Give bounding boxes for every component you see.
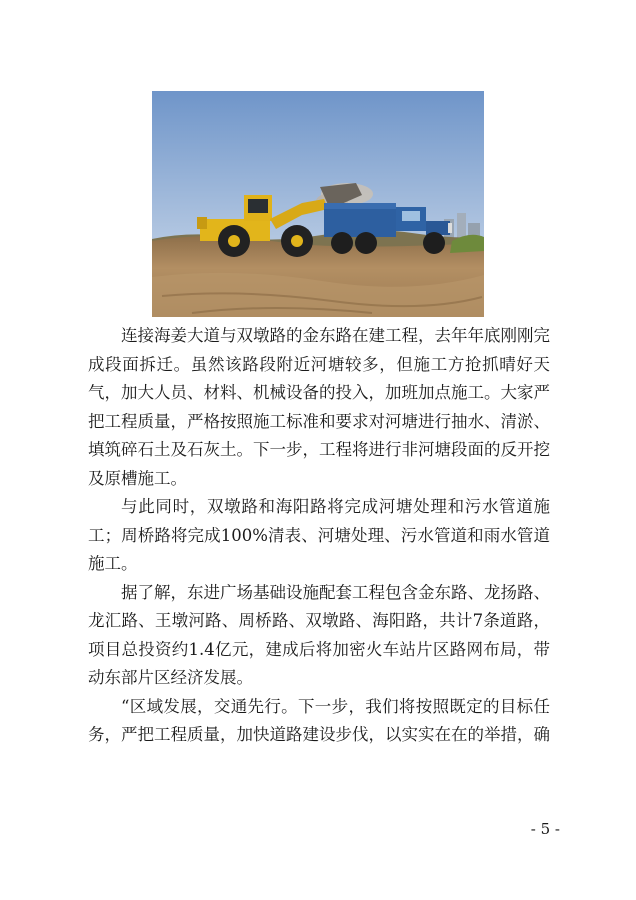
paragraph: 连接海姜大道与双墩路的金东路在建工程，去年年底刚刚完成段面拆迁。虽然该路段附近河塘较多，但施工方抢抓晴好天气，加大人员、材料、机械设备的投入，加班加点施工。大家严把工程质量，严格按照施工标准和要求对河塘进行抽水、清淤、填筑碎石土及石灰土。下一步，工程将进行非河塘段面的反开挖及原槽施工。 bbox=[88, 326, 550, 488]
paragraph: “区域发展，交通先行。下一步，我们将按照既定的目标任务，严把工程质量，加快道路建设步伐，以实实在在的举措，确 bbox=[88, 696, 550, 744]
page-number: - 5 - bbox=[530, 820, 560, 838]
construction-site-photo bbox=[152, 91, 484, 317]
article-body bbox=[88, 322, 550, 750]
paragraph: 与此同时，双墩路和海阳路将完成河塘处理和污水管道施工；周桥路将完成100%清表、河塘处理、污水管道和雨水管道施工。 bbox=[88, 497, 550, 573]
construction-photo-illustration bbox=[152, 91, 484, 317]
paragraph: 据了解，东进广场基础设施配套工程包含金东路、龙扬路、龙汇路、王墩河路、周桥路、双墩路、海阳路，共计7条道路，项目总投资约1.4亿元，建成后将加密火车站片区路网布局，带动东部片区经济发展。 bbox=[88, 582, 550, 687]
